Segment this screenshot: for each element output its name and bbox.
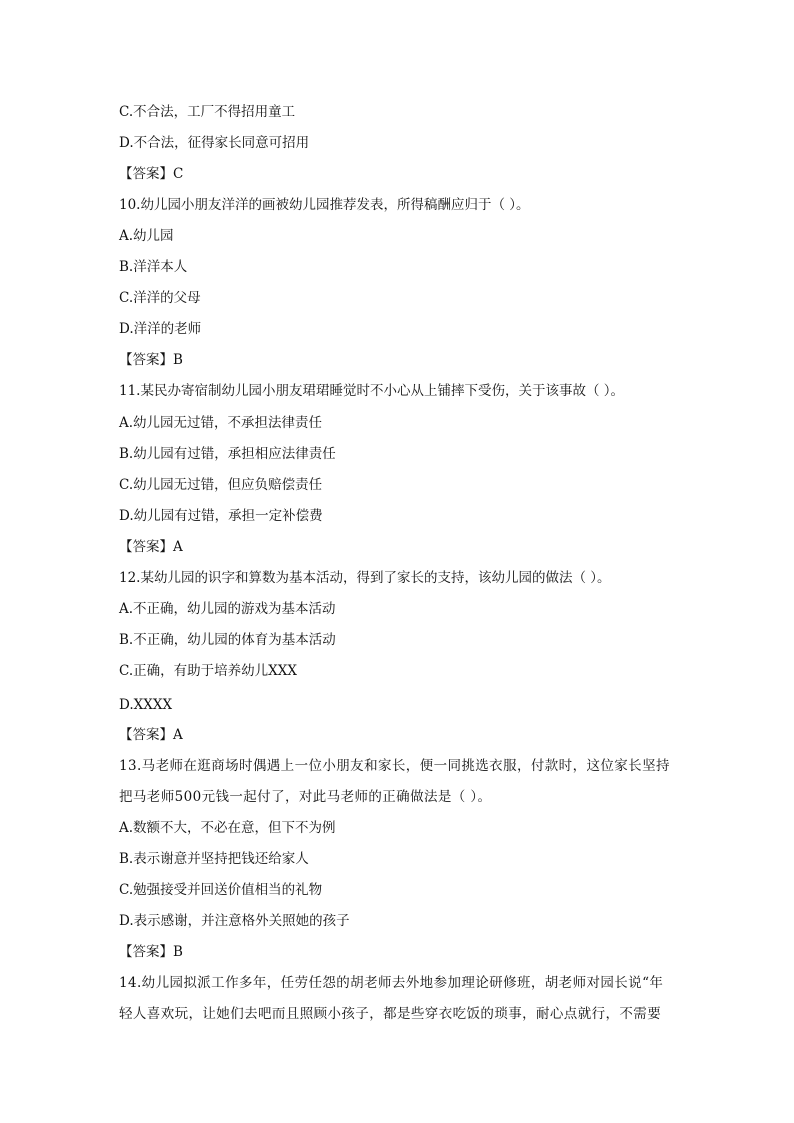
option-b: B.表示谢意并坚持把钱还给家人 bbox=[119, 851, 309, 867]
option-b: B.幼儿园有过错，承担相应法律责任 bbox=[119, 446, 336, 462]
question-12: 12.某幼儿园的识字和算数为基本活动，得到了家长的支持，该幼儿园的做法（ ）。 bbox=[119, 570, 611, 586]
answer-line: 【答案】A bbox=[119, 727, 183, 743]
option-c: C.不合法，工厂不得招用童工 bbox=[119, 104, 296, 120]
option-a: A.幼儿园无过错，不承担法律责任 bbox=[119, 415, 323, 431]
question-10: 10.幼儿园小朋友洋洋的画被幼儿园推荐发表，所得稿酬应归于（ ）。 bbox=[119, 197, 530, 213]
option-d: D.幼儿园有过错，承担一定补偿费 bbox=[119, 508, 323, 524]
option-b: B.不正确，幼儿园的体育为基本活动 bbox=[119, 632, 336, 648]
option-c: C.洋洋的父母 bbox=[119, 290, 201, 306]
option-c: C.幼儿园无过错，但应负赔偿责任 bbox=[119, 477, 323, 493]
option-c: C.正确，有助于培养幼儿XXX bbox=[119, 663, 297, 679]
option-a: A.幼儿园 bbox=[119, 228, 174, 244]
question-11: 11.某民办寄宿制幼儿园小朋友珺珺睡觉时不小心从上铺摔下受伤，关于该事故（ ）。 bbox=[119, 383, 625, 399]
option-d: D.洋洋的老师 bbox=[119, 321, 202, 337]
question-13-cont: 把马老师500元钱一起付了，对此马老师的正确做法是（ ）。 bbox=[119, 789, 492, 805]
option-d: D.不合法，征得家长同意可招用 bbox=[119, 135, 310, 151]
option-c: C.勉强接受并回送价值相当的礼物 bbox=[119, 882, 323, 898]
option-d: D.表示感谢，并注意格外关照她的孩子 bbox=[119, 913, 350, 929]
option-d: D.XXXX bbox=[119, 697, 173, 713]
question-14-cont: 轻人喜欢玩，让她们去吧而且照顾小孩子，都是些穿衣吃饭的琐事，耐心点就行，不需要 bbox=[119, 1006, 662, 1022]
option-a: A.数额不大，不必在意，但下不为例 bbox=[119, 820, 336, 836]
question-14: 14.幼儿园拟派工作多年，任劳任怨的胡老师去外地参加理论研修班，胡老师对园长说“年 bbox=[119, 975, 664, 991]
question-13: 13.马老师在逛商场时偶遇上一位小朋友和家长，便一同挑选衣服，付款时，这位家长坚持 bbox=[119, 758, 670, 774]
answer-line: 【答案】B bbox=[119, 944, 183, 960]
answer-line: 【答案】C bbox=[119, 166, 184, 182]
answer-line: 【答案】A bbox=[119, 539, 183, 555]
answer-line: 【答案】B bbox=[119, 352, 183, 368]
option-b: B.洋洋本人 bbox=[119, 259, 188, 275]
option-a: A.不正确，幼儿园的游戏为基本活动 bbox=[119, 601, 336, 617]
